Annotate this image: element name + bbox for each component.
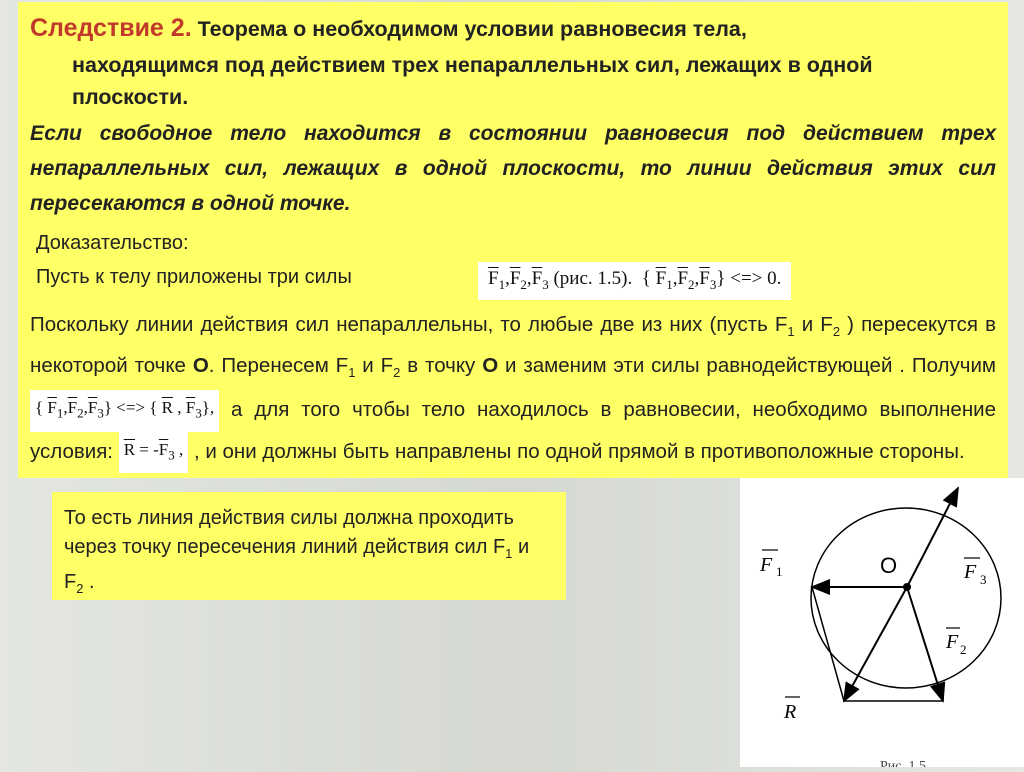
proof-label: Доказательство: [36, 232, 189, 254]
sub-1b: 1 [348, 365, 356, 381]
para-part-1: Поскольку линии действия сил непараллельны, то любые две из них (пусть F [30, 313, 788, 336]
note-text-3: . [83, 571, 95, 593]
f3-sub: 3 [980, 572, 987, 587]
f1-sub: 1 [776, 564, 783, 579]
main-content-box [18, 2, 1008, 478]
corollary-heading [30, 10, 996, 47]
point-o-2: O [482, 354, 499, 378]
point-o-dot [903, 583, 911, 591]
corollary-label: Следствие 2. [30, 14, 192, 42]
note-text-1: То есть линия действия силы должна проходить через точку пересечения линий действия сил F [64, 507, 514, 558]
note-sub-1: 1 [505, 546, 513, 561]
condition-formula: $\overline{R} = -\overline{F}_3$ , [119, 432, 189, 473]
para-part-3: ) пересекутся в некоторой точке [30, 313, 996, 378]
para-part-8: а для того чтобы тело находилось в равновесии, необходимо выполнение условия: [30, 398, 996, 463]
para-part-5: и F [355, 354, 394, 378]
heading-text-3: плоскости. [72, 85, 189, 109]
r-label: R [784, 701, 797, 723]
para-part-2: и F [794, 313, 833, 336]
equivalence-formula: { $\overline{F}_1,\overline{F}_2,\overline{F}_3$} <=> { $\overline{R}$ , $\overline{F}_3$}, [30, 390, 219, 431]
f2-sub: 2 [960, 642, 967, 657]
parallelogram-left-side [812, 587, 844, 701]
heading-text-1: Теорема о необходимом условии равновесия тела, [197, 17, 747, 41]
para-part-9: , и они должны быть направлены по одной прямой в противоположные стороны. [188, 439, 965, 463]
point-o: O [192, 354, 209, 378]
note-box [52, 492, 566, 600]
force-diagram-svg [740, 478, 1024, 767]
let-text: Пусть к телу приложены три силы [36, 266, 352, 288]
sub-2b: 2 [393, 365, 401, 381]
sub-2: 2 [832, 324, 841, 340]
force-diagram [740, 478, 1024, 767]
note-text-2: и F [64, 536, 530, 593]
para-part-7: и заменим эти силы равнодействующей . Получим [498, 354, 996, 378]
circle-shape [811, 508, 1001, 688]
heading-text-2: находящимся под действием трех непараллельных сил, лежащих в одной [72, 53, 873, 77]
note-sub-2: 2 [76, 581, 84, 596]
figure-caption: Рис. 1.5 [880, 759, 926, 767]
sub-1: 1 [787, 324, 795, 340]
f3-label: F [964, 561, 977, 583]
let-row [30, 262, 996, 302]
force-f3-arrow [907, 488, 958, 587]
f1-label: F [760, 554, 773, 576]
para-part-6: в точку [400, 354, 483, 378]
force-f2-arrow [907, 587, 943, 701]
f2-label: F [946, 631, 959, 653]
forces-formula: $\overline{F}_1,\overline{F}_2,\overline{F}_3$ (рис. 1.5). { $\overline{F}_1,\overline{F}_2,\overline{F}_3$} <=> 0. [478, 262, 791, 300]
para-part-4: . Перенесем F [208, 354, 349, 378]
point-o-label: O [880, 553, 898, 578]
theorem-statement: Если свободное тело находится в состоянии равновесия под действием трех непараллельных сил, лежащих в одной плоскости, то линии действия этих сил пересекаются в одной точке. [30, 122, 996, 215]
fig-ref: (рис. 1.5). [553, 268, 633, 289]
proof-paragraph [30, 308, 996, 473]
